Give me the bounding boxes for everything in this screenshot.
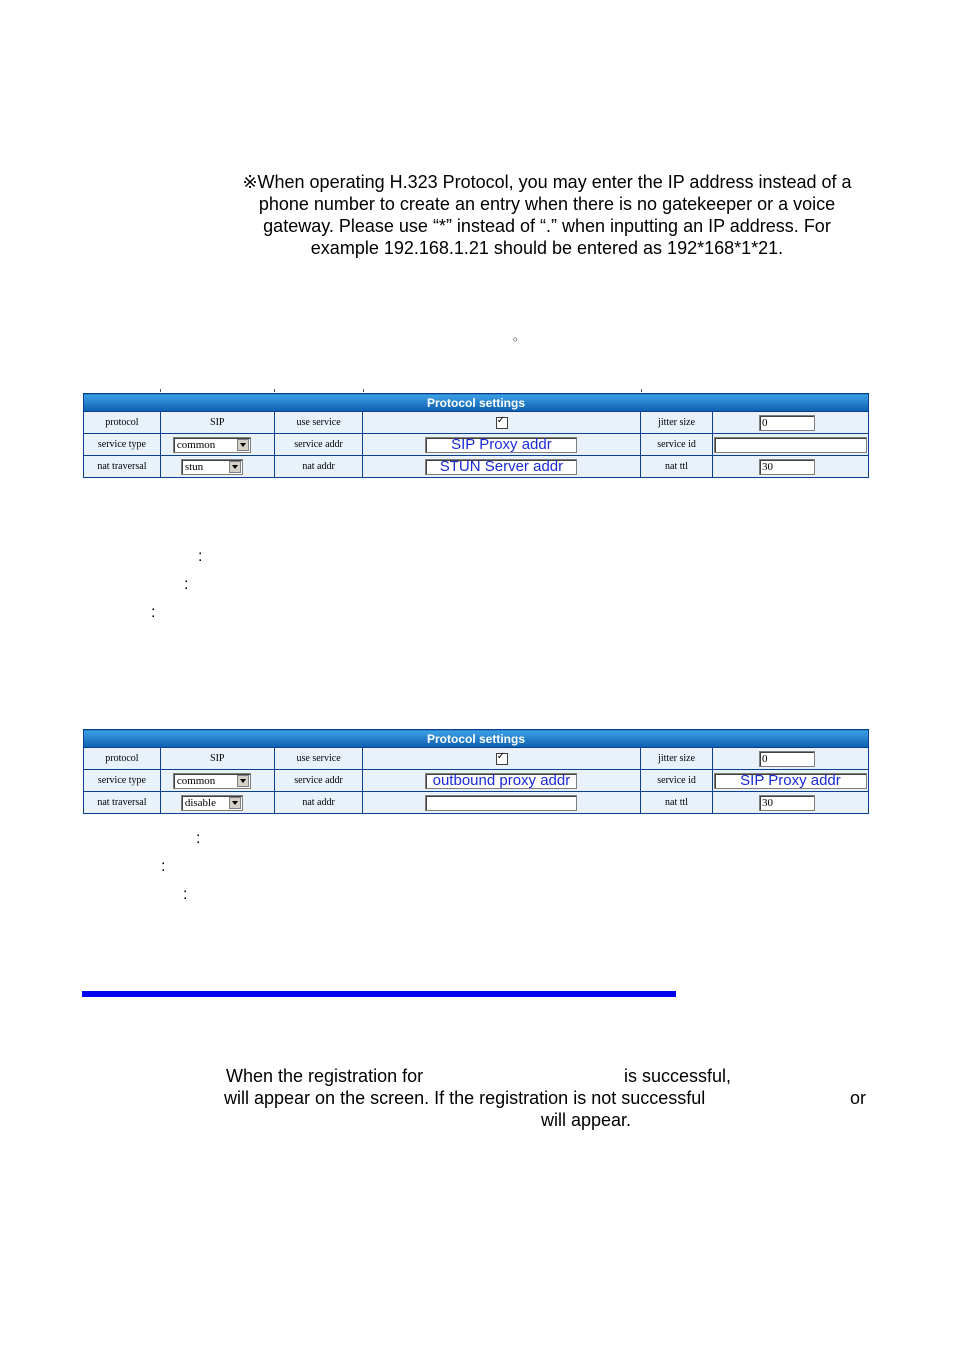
protocol-label: protocol: [84, 748, 161, 770]
colon: :: [183, 886, 188, 903]
service-id-label: service id: [641, 770, 713, 792]
chevron-down-icon[interactable]: [237, 439, 249, 451]
nat-traversal-label: nat traversal: [84, 792, 161, 814]
colon: :: [151, 604, 156, 621]
service-addr-label: service addr: [274, 770, 363, 792]
jitter-size-input[interactable]: 0: [759, 415, 815, 431]
nat-traversal-select[interactable]: [181, 795, 243, 811]
note-line: gateway. Please use “*” instead of “.” when inputting an IP address. For: [263, 216, 831, 236]
service-type-select[interactable]: [173, 437, 251, 453]
colon: :: [196, 830, 201, 847]
note-line: ※When operating H.323 Protocol, you may enter the IP address instead of a: [242, 172, 852, 192]
registration-text: will appear on the screen. If the registration is not successful: [224, 1088, 706, 1108]
use-service-label: use service: [274, 748, 363, 770]
nat-traversal-label: nat traversal: [84, 456, 161, 478]
nat-addr-label: nat addr: [274, 792, 363, 814]
section-divider: [82, 991, 676, 997]
use-service-checkbox[interactable]: [496, 753, 508, 765]
jitter-size-label: jitter size: [641, 412, 713, 434]
jitter-size-label: jitter size: [641, 748, 713, 770]
service-type-selected: common: [176, 438, 216, 451]
protocol-settings-table-stun: [83, 393, 869, 478]
registration-text: will appear.: [541, 1110, 632, 1130]
h323-note: [226, 171, 868, 259]
service-type-label: service type: [84, 434, 161, 456]
table-header: Protocol settings: [84, 394, 869, 412]
nat-ttl-input[interactable]: 30: [759, 795, 815, 811]
service-addr-input[interactable]: outbound proxy addr: [425, 773, 577, 789]
divider: [160, 389, 161, 392]
use-service-label: use service: [274, 412, 363, 434]
divider: [641, 389, 642, 392]
colon: :: [161, 858, 166, 875]
nat-ttl-input[interactable]: 30: [759, 459, 815, 475]
service-addr-label: service addr: [274, 434, 363, 456]
service-type-selected: common: [176, 774, 216, 787]
small-mark: 。: [513, 329, 526, 343]
protocol-value: SIP: [160, 412, 274, 434]
protocol-label: protocol: [84, 412, 161, 434]
note-line: example 192.168.1.21 should be entered as 192*168*1*21.: [310, 238, 784, 258]
nat-addr-input[interactable]: [425, 795, 577, 811]
nat-ttl-label: nat ttl: [641, 792, 713, 814]
service-id-input[interactable]: [714, 437, 867, 453]
service-addr-input[interactable]: SIP Proxy addr: [425, 437, 577, 453]
note-line: phone number to create an entry when there is no gatekeeper or a voice: [258, 194, 836, 214]
divider: [274, 389, 275, 392]
chevron-down-icon[interactable]: [229, 461, 241, 473]
chevron-down-icon[interactable]: [237, 775, 249, 787]
protocol-settings-table-outbound: [83, 729, 869, 814]
service-id-label: service id: [641, 434, 713, 456]
nat-addr-input[interactable]: STUN Server addr: [425, 459, 577, 475]
chevron-down-icon[interactable]: [229, 797, 241, 809]
table-header: Protocol settings: [84, 730, 869, 748]
nat-addr-label: nat addr: [274, 456, 363, 478]
nat-traversal-selected: stun: [184, 460, 204, 473]
registration-text: is successful,: [624, 1066, 732, 1086]
protocol-value: SIP: [160, 748, 274, 770]
nat-traversal-select[interactable]: [181, 459, 243, 475]
colon: :: [198, 548, 203, 565]
registration-text: or: [850, 1088, 867, 1108]
registration-text: When the registration for: [226, 1066, 424, 1086]
nat-traversal-selected: disable: [184, 796, 216, 809]
jitter-size-input[interactable]: 0: [759, 751, 815, 767]
service-type-label: service type: [84, 770, 161, 792]
colon: :: [184, 576, 189, 593]
service-type-select[interactable]: [173, 773, 251, 789]
nat-ttl-label: nat ttl: [641, 456, 713, 478]
service-id-input[interactable]: SIP Proxy addr: [714, 773, 867, 789]
use-service-checkbox[interactable]: [496, 417, 508, 429]
divider: [363, 389, 364, 392]
